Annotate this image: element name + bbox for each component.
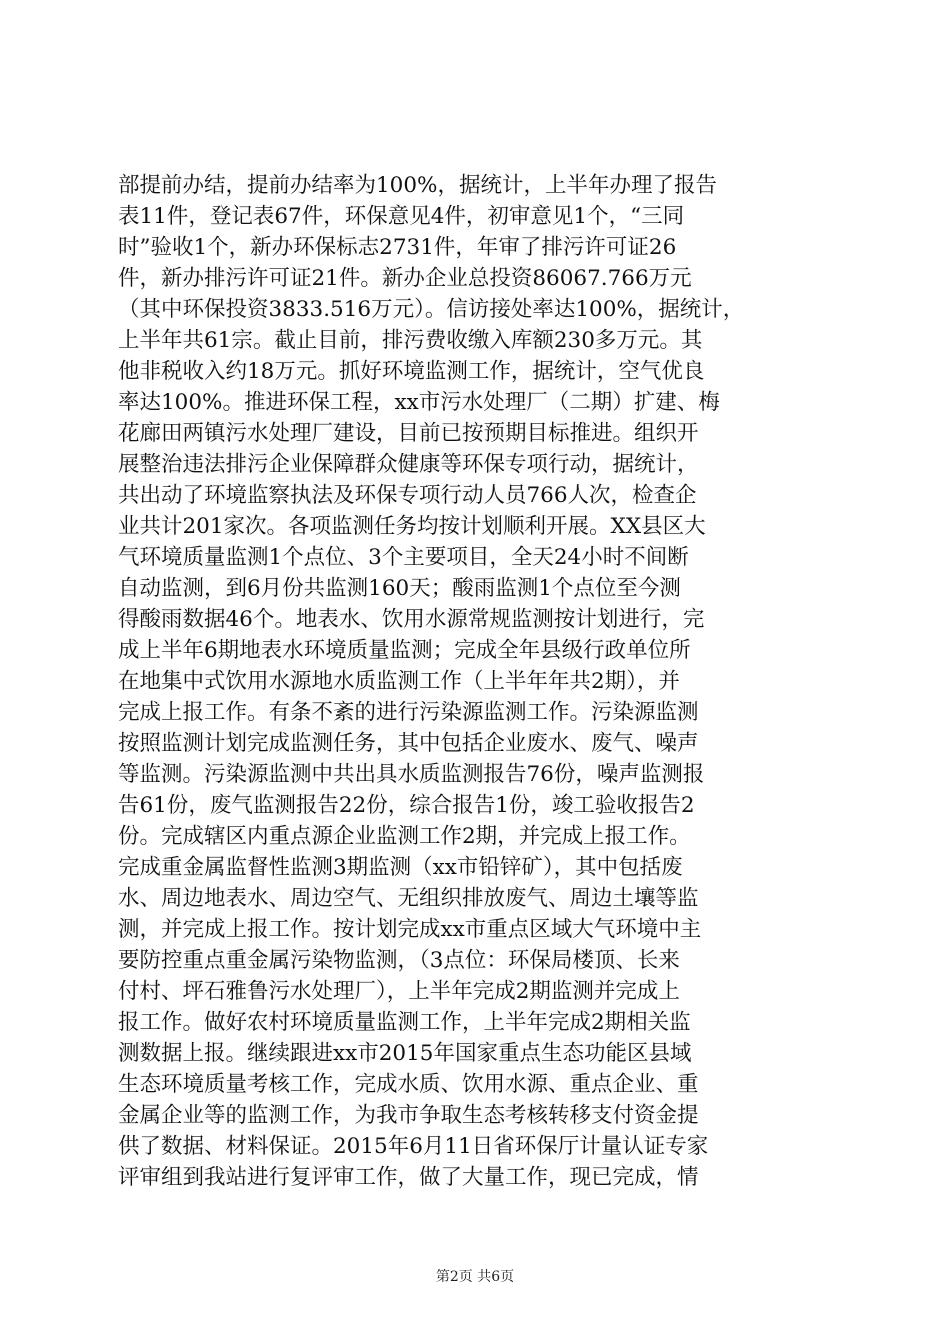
text-line: 得酸雨数据46个。地表水、饮用水源常规监测按计划进行，完 [118,607,705,632]
text-line: 测数据上报。继续跟进xx市2015年国家重点生态功能区县域 [118,1041,692,1066]
text-line: 份。完成辖区内重点源企业监测工作2期，并完成上报工作。 [118,824,691,849]
text-line: 供了数据、材料保证。2015年6月11日省环保厅计量认证专家 [118,1134,709,1159]
text-line: 要防控重点重金属污染物监测，（3点位：环保局楼顶、长来 [118,948,680,973]
text-line: 率达100%。推进环保工程，xx市污水处理厂（二期）扩建、梅 [118,390,720,415]
text-line: 成上半年6期地表水环境质量监测；完成全年县级行政单位所 [118,638,691,663]
text-line: 件，新办排污许可证21件。新办企业总投资86067.766万元 [118,266,692,291]
text-line: 部提前办结，提前办结率为100%，据统计，上半年办理了报告 [118,173,717,198]
text-line: 气环境质量监测1个点位、3个主要项目，全天24小时不间断 [118,545,689,570]
text-line: 按照监测计划完成监测任务，其中包括企业废水、废气、噪声 [118,731,699,756]
text-line: 完成上报工作。有条不紊的进行污染源监测工作。污染源监测 [118,700,699,725]
text-line: 水、周边地表水、周边空气、无组织排放废气、周边土壤等监 [118,886,699,911]
text-line: （其中环保投资3833.516万元）。信访接处率达100%，据统计， [118,297,745,322]
text-line: 时”验收1个，新办环保标志2731件，年审了排污许可证26 [118,235,677,260]
text-line: 花廊田两镇污水处理厂建设，目前已按预期目标推进。组织开 [118,421,699,446]
text-line: 完成重金属监督性监测3期监测（xx市铅锌矿），其中包括废 [118,855,683,880]
text-line: 告61份，废气监测报告22份，综合报告1份，竣工验收报告2 [118,793,695,818]
text-line: 评审组到我站进行复评审工作，做了大量工作，现已完成，情 [118,1165,699,1190]
text-line: 报工作。做好农村环境质量监测工作，上半年完成2期相关监 [118,1010,691,1035]
text-line: 共出动了环境监察执法及环保专项行动人员766人次，检查企 [118,483,697,508]
page-footer: 第2页 共6页 [435,1269,515,1285]
text-line: 业共计201家次。各项监测任务均按计划顺利开展。XX县区大 [118,514,706,539]
text-line: 测，并完成上报工作。按计划完成xx市重点区域大气环境中主 [118,917,702,942]
text-line: 他非税收入约18万元。抓好环境监测工作，据统计，空气优良 [118,359,705,384]
text-line: 等监测。污染源监测中共出具水质监测报告76份，噪声监测报 [118,762,705,787]
text-line: 金属企业等的监测工作，为我市争取生态考核转移支付资金提 [118,1103,699,1128]
text-line: 展整治违法排污企业保障群众健康等环保专项行动，据统计， [118,452,699,477]
text-line: 上半年共61宗。截止目前，排污费收缴入库额230多万元。其 [118,328,703,353]
text-line: 生态环境质量考核工作，完成水质、饮用水源、重点企业、重 [118,1072,699,1097]
text-line: 付村、坪石雅鲁污水处理厂），上半年完成2期监测并完成上 [118,979,680,1004]
text-line: 在地集中式饮用水源地水质监测工作（上半年年共2期），并 [118,669,680,694]
text-line: 表11件，登记表67件，环保意见4件，初审意见1个，“三同 [118,204,685,229]
text-line: 自动监测，到6月份共监测160天；酸雨监测1个点位至今测 [118,576,681,601]
body-paragraph [118,170,838,1193]
